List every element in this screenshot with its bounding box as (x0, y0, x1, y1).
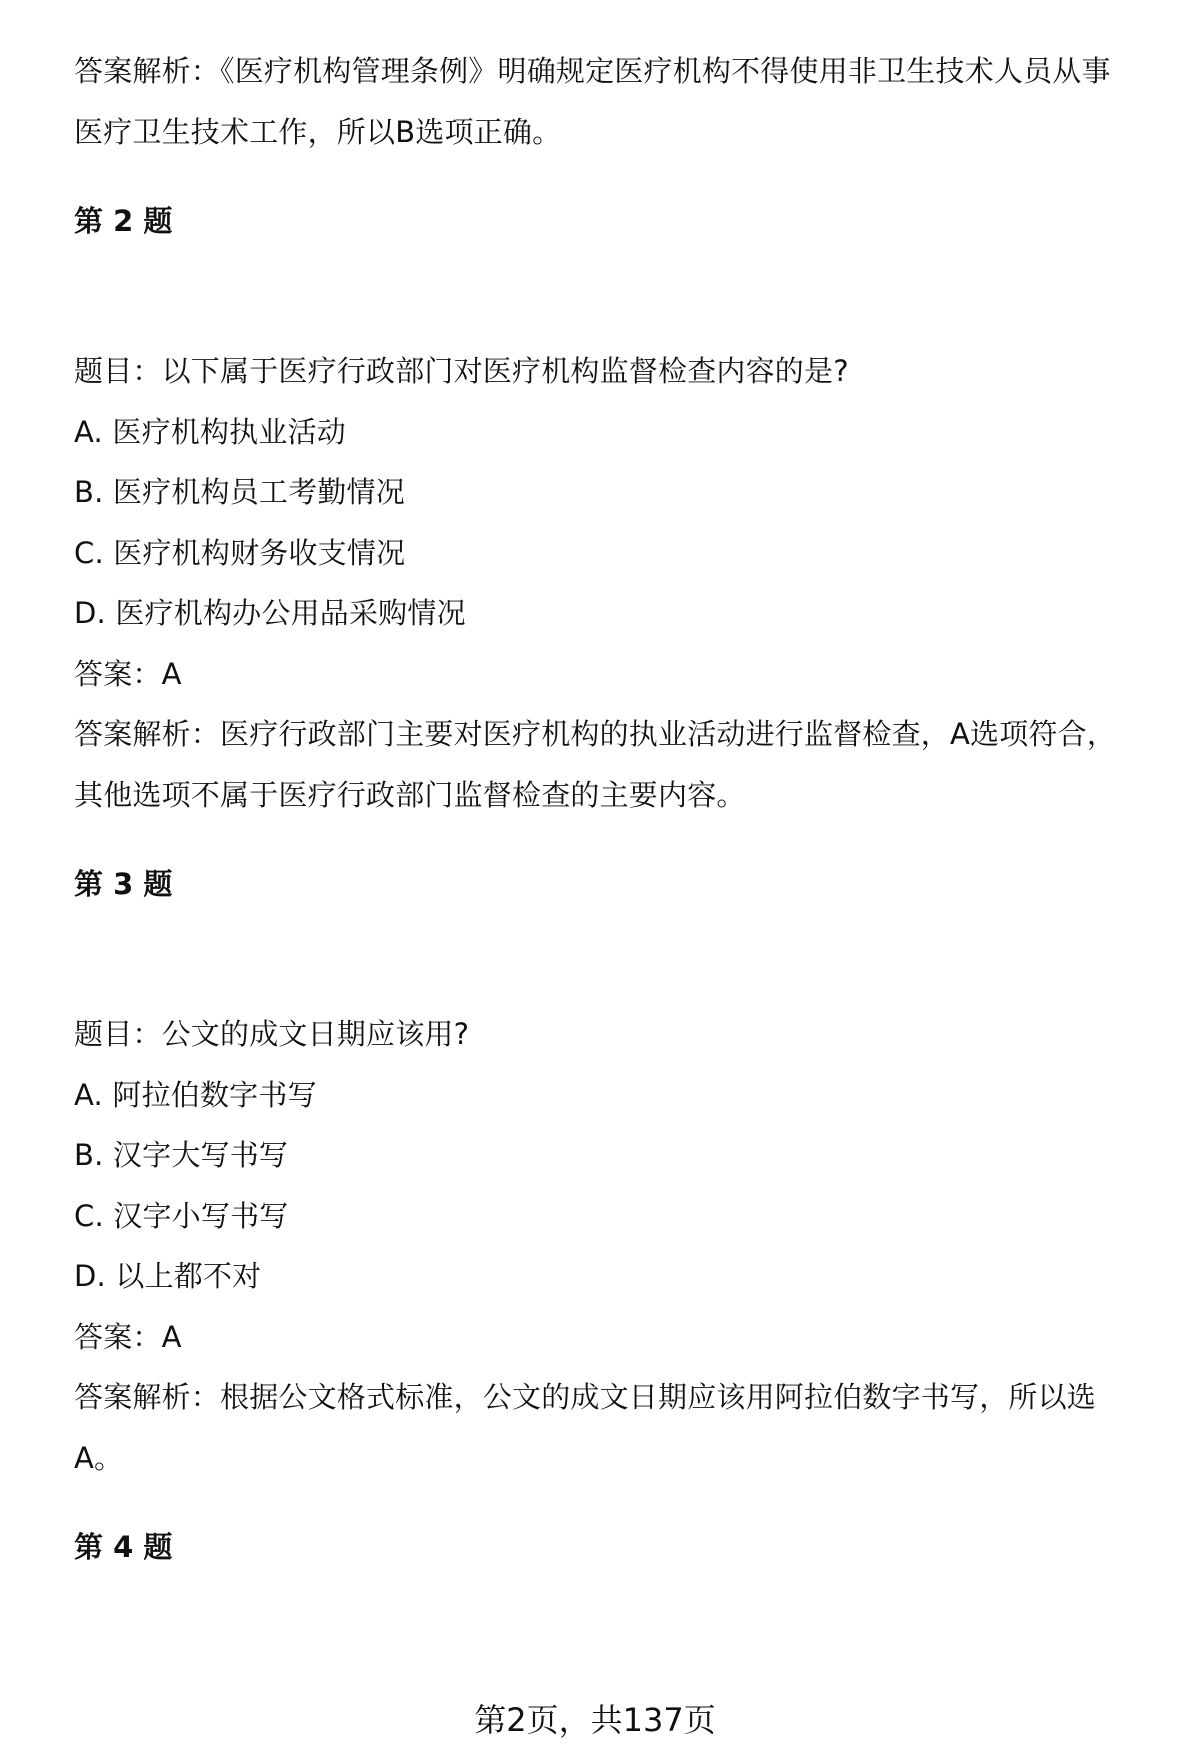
q2-explanation-line-1: 答案解析：医疗行政部门主要对医疗机构的执业活动进行监督检查，A选项符合， (74, 717, 1117, 751)
q2-option-b: B. 医疗机构员工考勤情况 (74, 475, 405, 509)
q2-question: 题目：以下属于医疗行政部门对医疗机构监督检查内容的是? (74, 354, 849, 388)
q3-explanation-line-2: A。 (74, 1441, 124, 1475)
q2-heading: 第 2 题 (74, 204, 173, 238)
q3-heading: 第 3 题 (74, 867, 173, 901)
q1-explanation-line-2: 医疗卫生技术工作，所以B选项正确。 (74, 115, 562, 149)
q3-question: 题目：公文的成文日期应该用? (74, 1017, 470, 1051)
q3-option-c: C. 汉字小写书写 (74, 1199, 289, 1233)
q1-explanation-line-1: 答案解析：《医疗机构管理条例》明确规定医疗机构不得使用非卫生技术人员从事 (74, 54, 1111, 88)
q2-explanation-line-2: 其他选项不属于医疗行政部门监督检查的主要内容。 (74, 778, 746, 812)
q2-option-d: D. 医疗机构办公用品采购情况 (74, 596, 466, 630)
q2-option-a: A. 医疗机构执业活动 (74, 415, 346, 449)
q3-option-a: A. 阿拉伯数字书写 (74, 1078, 317, 1112)
q3-option-b: B. 汉字大写书写 (74, 1138, 289, 1172)
page-indicator: 第2页，共137页 (474, 1701, 716, 1739)
q3-answer: 答案：A (74, 1320, 182, 1354)
q3-explanation-line-1: 答案解析：根据公文格式标准，公文的成文日期应该用阿拉伯数字书写，所以选 (74, 1380, 1097, 1414)
q2-answer: 答案：A (74, 657, 182, 691)
q3-option-d: D. 以上都不对 (74, 1259, 262, 1293)
q4-heading: 第 4 题 (74, 1530, 173, 1564)
q2-option-c: C. 医疗机构财务收支情况 (74, 536, 406, 570)
